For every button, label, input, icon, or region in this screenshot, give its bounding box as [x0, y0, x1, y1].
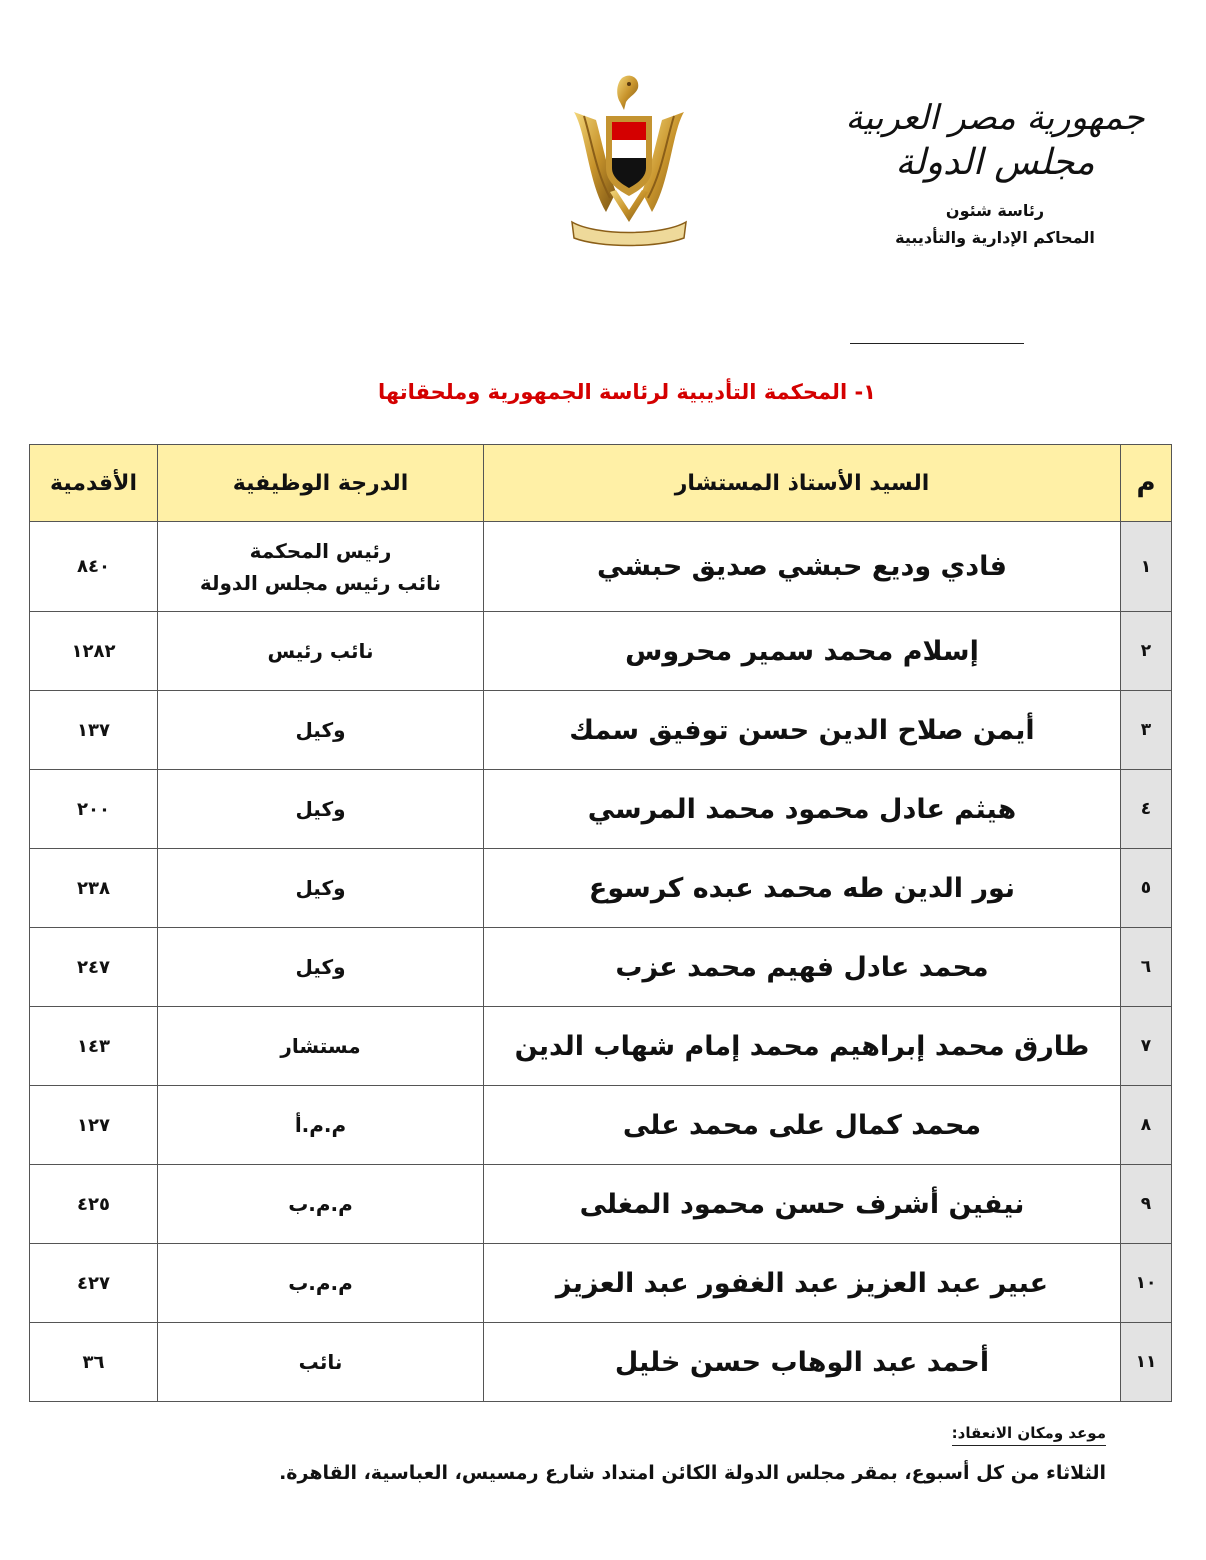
job-grade: وكيل	[158, 691, 484, 770]
table-row	[30, 928, 1172, 1007]
table-row	[30, 1086, 1172, 1165]
eagle-emblem-icon	[566, 72, 692, 250]
judge-name: هيثم عادل محمود محمد المرسي	[484, 770, 1121, 849]
row-number: ٩	[1121, 1165, 1172, 1244]
header-divider	[850, 343, 1024, 344]
job-grade: مستشار	[158, 1007, 484, 1086]
judges-table	[29, 444, 1172, 1402]
seniority-value: ٨٤٠	[30, 522, 158, 612]
letterhead	[840, 96, 1150, 247]
job-grade: وكيل	[158, 928, 484, 1007]
table-row	[30, 612, 1172, 691]
job-grade: وكيل	[158, 849, 484, 928]
row-number: ١١	[1121, 1323, 1172, 1402]
job-grade: م.م.ب	[158, 1244, 484, 1323]
seniority-value: ٢٠٠	[30, 770, 158, 849]
row-number: ٧	[1121, 1007, 1172, 1086]
judge-name: نيفين أشرف حسن محمود المغلى	[484, 1165, 1121, 1244]
judge-name: إسلام محمد سمير محروس	[484, 612, 1121, 691]
row-number: ٥	[1121, 849, 1172, 928]
job-grade: نائب رئيس	[158, 612, 484, 691]
seniority-value: ٤٢٥	[30, 1165, 158, 1244]
seniority-value: ١٣٧	[30, 691, 158, 770]
row-number: ٤	[1121, 770, 1172, 849]
seniority-value: ١٤٣	[30, 1007, 158, 1086]
judge-name: محمد كمال على محمد على	[484, 1086, 1121, 1165]
table-header-row	[30, 445, 1172, 522]
job-grade	[158, 522, 484, 612]
row-number: ٨	[1121, 1086, 1172, 1165]
seniority-value: ٣٦	[30, 1323, 158, 1402]
job-grade: م.م.أ	[158, 1086, 484, 1165]
column-header-name: السيد الأستاذ المستشار	[484, 445, 1121, 522]
row-number: ١	[1121, 522, 1172, 612]
table-row	[30, 1165, 1172, 1244]
country-name: جمهورية مصر العربية	[845, 98, 1145, 138]
job-grade: م.م.ب	[158, 1165, 484, 1244]
council-name: مجلس الدولة	[895, 142, 1095, 184]
seniority-value: ١٢٧	[30, 1086, 158, 1165]
table-row	[30, 770, 1172, 849]
judge-name: أحمد عبد الوهاب حسن خليل	[484, 1323, 1121, 1402]
row-number: ٦	[1121, 928, 1172, 1007]
seniority-value: ٢٣٨	[30, 849, 158, 928]
job-grade: وكيل	[158, 770, 484, 849]
row-number: ٢	[1121, 612, 1172, 691]
table-row	[30, 1244, 1172, 1323]
table-row	[30, 1007, 1172, 1086]
judge-name: فادي وديع حبشي صديق حبشي	[484, 522, 1121, 612]
section-title: ١- المحكمة التأديبية لرئاسة الجمهورية وملحقاتها	[377, 380, 876, 404]
judge-name: أيمن صلاح الدين حسن توفيق سمك	[484, 691, 1121, 770]
table-row	[30, 691, 1172, 770]
job-grade: نائب	[158, 1323, 484, 1402]
seniority-value: ٤٢٧	[30, 1244, 158, 1323]
judge-name: طارق محمد إبراهيم محمد إمام شهاب الدين	[484, 1007, 1121, 1086]
seniority-value: ٢٤٧	[30, 928, 158, 1007]
column-header-grade: الدرجة الوظيفية	[158, 445, 484, 522]
judge-name: نور الدين طه محمد عبده كرسوع	[484, 849, 1121, 928]
column-header-num: م	[1121, 445, 1172, 522]
table-row	[30, 1323, 1172, 1402]
venue-text: الثلاثاء من كل أسبوع، بمقر مجلس الدولة الكائن امتداد شارع رمسيس، العباسية، القاهرة.	[279, 1462, 1106, 1484]
seniority-value: ١٢٨٢	[30, 612, 158, 691]
table-row	[30, 849, 1172, 928]
row-number: ١٠	[1121, 1244, 1172, 1323]
venue-label: موعد ومكان الانعقاد:	[952, 1424, 1106, 1446]
row-number: ٣	[1121, 691, 1172, 770]
column-header-seniority: الأقدمية	[30, 445, 158, 522]
judge-name: محمد عادل فهيم محمد عزب	[484, 928, 1121, 1007]
job-grade-line2: نائب رئيس مجلس الدولة	[199, 570, 442, 595]
table-row	[30, 522, 1172, 612]
judge-name: عبير عبد العزيز عبد الغفور عبد العزيز	[484, 1244, 1121, 1323]
courts-name: المحاكم الإدارية والتأديبية	[895, 227, 1095, 247]
department-name: رئاسة شئون	[945, 200, 1045, 220]
job-grade-line1: رئيس المحكمة	[249, 538, 392, 563]
